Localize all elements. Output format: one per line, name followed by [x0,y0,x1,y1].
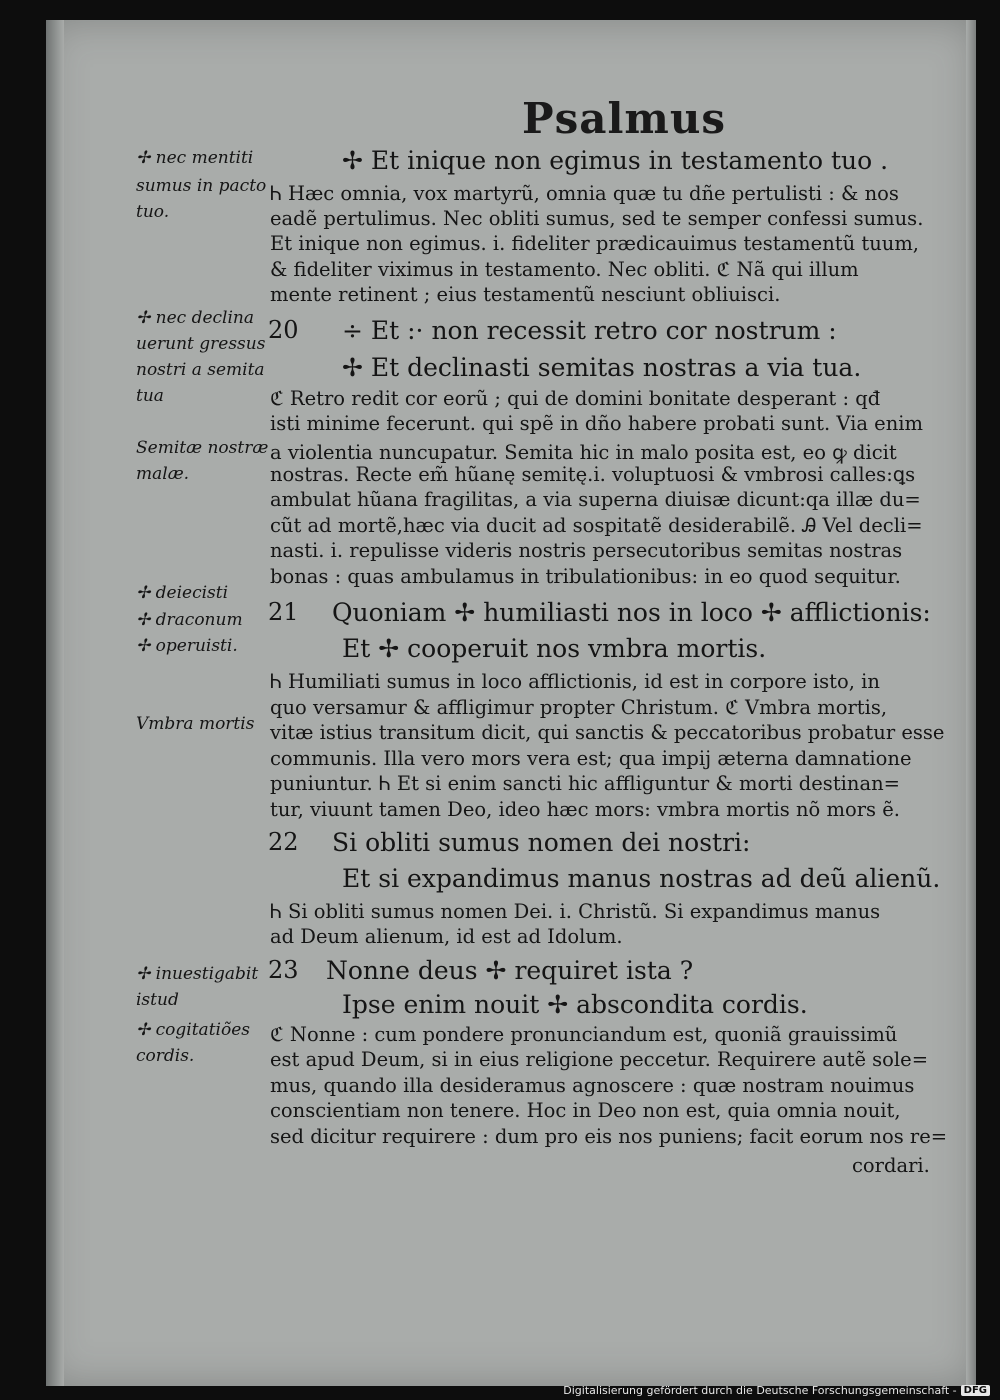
verse-line: Ipse enim nouit ✢ abscondita cordis. [342,990,808,1019]
footer-text: Digitalisierung gefördert durch die Deutsche Forschungsgemeinschaft - [563,1384,957,1397]
commentary-line: a violentia nuncupatur. Semita hic in malo posita est, eo ꝙ dicit [270,441,897,464]
verse-line: Et ✢ cooperuit nos vmbra mortis. [342,634,767,663]
margin-note: sumus in pacto [136,176,267,196]
page-edge-shadow [966,20,976,1386]
page-title: Psalmus [522,94,727,143]
margin-note: malæ. [136,464,190,484]
verse-line: ✢ Et inique non egimus in testamento tuo . [342,146,889,175]
commentary-line: communis. Illa vero mors vera est; qua impij æterna damnatione [270,747,912,770]
margin-note: tuo. [136,202,170,222]
verse-number: 20 [268,316,299,344]
commentary-line: puniuntur. Ꮒ Et si enim sancti hic affliguntur & morti destinan= [270,772,900,795]
commentary-line: mente retinent ; eius testamentũ nesciunt obliuisci. [270,283,781,306]
verse-line: ✢ Et declinasti semitas nostras a via tua. [342,353,862,382]
commentary-line: tur, viuunt tamen Deo, ideo hæc mors: vmbra mortis nõ mors ẽ. [270,798,900,821]
verse-line: Si obliti sumus nomen dei nostri: [332,828,751,857]
margin-note: Vmbra mortis [136,714,255,734]
commentary-line: ℭ Retro redit cor eorũ ; qui de domini bonitate desperant : qđ [270,387,881,410]
commentary-line: est apud Deum, si in eius religione peccetur. Requirere autẽ sole= [270,1048,929,1071]
commentary-line: cũt ad mortẽ,hæc via ducit ad sospitatẽ desiderabilẽ. Ꭿ Vel decli= [270,514,923,537]
commentary-line: ad Deum alienum, id est ad Idolum. [270,925,623,948]
margin-note: tua [136,386,164,406]
margin-note: Semitæ nostræ [136,438,269,458]
margin-note: ✢ operuisti. [136,636,238,656]
margin-note: ✢ nec declina [136,308,255,328]
commentary-line: eadẽ pertulimus. Nec obliti sumus, sed te semper confessi sumus. [270,207,924,230]
margin-note: ✢ deiecisti [136,583,229,603]
book-page [46,20,976,1386]
commentary-line: Ꮒ Humiliati sumus in loco afflictionis, id est in corpore isto, in [270,670,880,693]
commentary-line: vitæ istius transitum dicit, qui sanctis & peccatoribus probatur esse [270,721,945,744]
margin-note: ✢ draconum [136,610,243,630]
margin-note: ✢ cogitatiões [136,1020,250,1040]
margin-note: uerunt gressus [136,334,266,354]
margin-note: nostri a semita [136,360,265,380]
verse-number: 23 [268,956,299,984]
verse-line: Nonne deus ✢ requiret ista ? [326,956,694,985]
commentary-line: quo versamur & affligimur propter Christum. ℭ Vmbra mortis, [270,696,888,719]
commentary-line: ambulat hũana fragilitas, a via superna diuisæ dicunt:qa illæ du= [270,488,921,511]
commentary-line: cordari. [852,1154,930,1177]
commentary-line: bonas : quas ambulamus in tribulationibus: in eo quod sequitur. [270,565,901,588]
commentary-line: nostras. Recte em̃ hũanę semitę.i. voluptuosi & vmbrosi calles:ꝗs [270,463,916,486]
dfg-logo: DFG [961,1385,990,1396]
margin-note: ✢ inuestigabit [136,964,259,984]
verse-line: ÷ Et :· non recessit retro cor nostrum : [342,316,837,345]
commentary-line: Ꮒ Hæc omnia, vox martyrũ, omnia quæ tu dñe pertulisti : & nos [270,182,899,205]
verse-number: 22 [268,828,299,856]
commentary-line: & fideliter viximus in testamento. Nec obliti. ℭ Nã qui illum [270,258,859,281]
margin-note: ✢ nec mentiti [136,148,254,168]
commentary-line: Et inique non egimus. i. fideliter prædicauimus testamentũ tuum, [270,232,920,255]
verse-line: Quoniam ✢ humiliasti nos in loco ✢ afflictionis: [332,598,931,627]
commentary-line: nasti. i. repulisse videris nostris persecutoribus semitas nostras [270,539,903,562]
verse-number: 21 [268,598,299,626]
commentary-line: sed dicitur requirere : dum pro eis nos puniens; facit eorum nos re= [270,1125,948,1148]
page-gutter-shadow [46,20,64,1386]
verse-line: Et si expandimus manus nostras ad deũ alienũ. [342,864,941,893]
margin-note: istud [136,990,179,1010]
digitization-credit [563,1384,990,1397]
commentary-line: conscientiam non tenere. Hoc in Deo non est, quia omnia nouit, [270,1099,901,1122]
margin-note: cordis. [136,1046,195,1066]
commentary-line: ℭ Nonne : cum pondere pronunciandum est, quoniã grauissimũ [270,1023,898,1046]
commentary-line: mus, quando illa desideramus agnoscere : quæ nostram nouimus [270,1074,915,1097]
commentary-line: isti minime fecerunt. qui spẽ in dño habere probati sunt. Via enim [270,412,924,435]
commentary-line: Ꮒ Si obliti sumus nomen Dei. i. Christũ. Si expandimus manus [270,900,881,923]
